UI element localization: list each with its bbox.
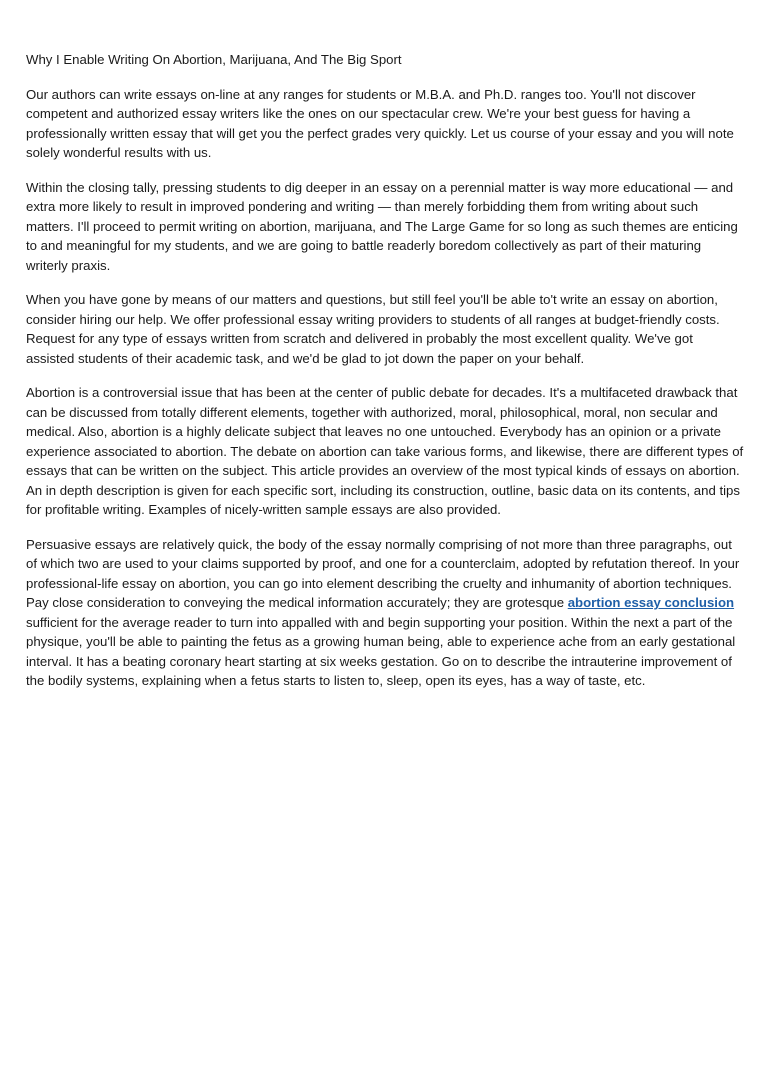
- paragraph-3: When you have gone by means of our matters and questions, but still feel you'll be able to't write an essay on abortion, consider hiring our help. We offer professional essay writing providers to students of all ranges at budget-friendly costs. Request for any type of essays written from scratch and delivered in probably the most excellent quality. We've got assisted students of their academic task, and we'd be glad to jot down the paper on your behalf.: [26, 292, 720, 366]
- document-title: Why I Enable Writing On Abortion, Marijuana, And The Big Sport: [26, 52, 402, 67]
- paragraph-4: Abortion is a controversial issue that has been at the center of public debate for decades. It's a multifaceted drawback that can be discussed from totally different elements, together with authorized, moral, philosophical, moral, non secular and medical. Also, abortion is a highly delicate subject that leaves no one untouched. Everybody has an opinion or a private experience associated to abortion. The debate on abortion can take various forms, and likewise, there are different types of essays that can be written on the subject. This article provides an overview of the most typical kinds of essays on abortion. An in depth description is given for each specific sort, including its construction, outline, basic data on its contents, and tips for profitable writing. Examples of nicely-written sample essays are also provided.: [26, 385, 744, 517]
- paragraph-5-text-before-link: Persuasive essays are relatively quick, the body of the essay normally comprising of not more than three paragraphs, out of which two are used to your claims supported by proof, and one for a counterclaim, adopted by refutation thereof. In your professional-life essay on abortion, you can go into element describing the cruelty and inhumanity of abortion techniques. Pay close consideration to conveying the medical information accurately; they are grotesque: [26, 536, 740, 610]
- paragraph-2: Within the closing tally, pressing students to dig deeper in an essay on a perennial matter is way more educational — and extra more likely to result in improved pondering and writing — than merely forbidding them from writing about such matters. I'll proceed to permit writing on abortion, marijuana, and The Large Game for so long as such themes are enticing to and meaningful for my students, and we are going to battle readerly boredom collectively as part of their maturing writerly praxis.: [26, 179, 738, 273]
- paragraph-1: Our authors can write essays on-line at any ranges for students or M.B.A. and Ph.D. ranges too. You'll not discover competent and authorized essay writers like the ones on our spectacular crew. We're your best guess for having a professionally written essay that will get you the perfect grades very quickly. Let us course of your essay and you will note solely wonderful results with us.: [26, 86, 734, 160]
- abortion-essay-conclusion-link[interactable]: abortion essay conclusion: [567, 595, 735, 610]
- paragraph-5: [26, 535, 744, 691]
- paragraph-5-text-after-link: sufficient for the average reader to turn into appalled with and begin supporting your position. Within the next a part of the physique, you'll be able to painting the fetus as a growing human being, able to experience ache from an early gestational interval. It has a beating coronary heart starting at six weeks gestation. Go on to describe the intrauterine improvement of the bodily systems, explaining when a fetus starts to listen to, sleep, open its eyes, has a way of taste, etc.: [26, 614, 736, 688]
